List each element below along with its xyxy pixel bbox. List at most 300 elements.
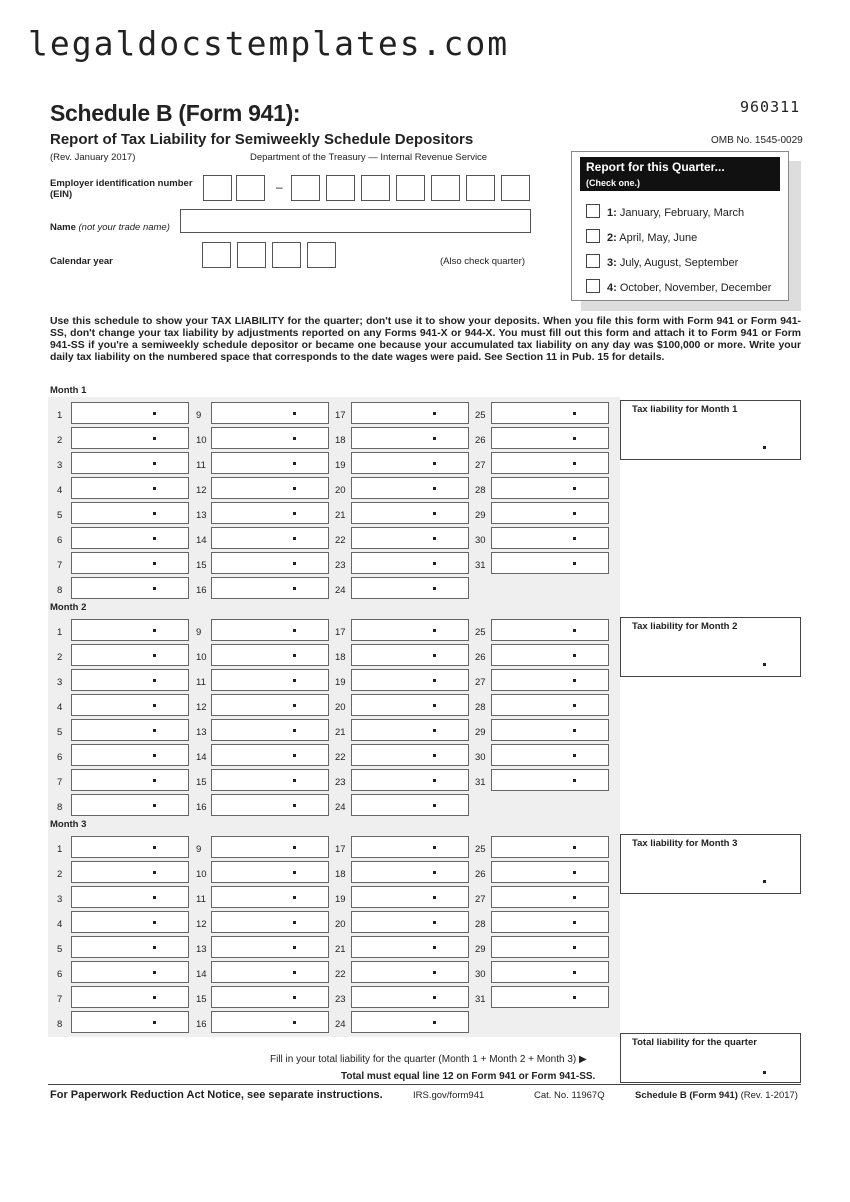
decimal-point (293, 946, 296, 949)
quarter-option-4[interactable]: 4: October, November, December (586, 279, 771, 294)
day-amount-field[interactable] (351, 769, 469, 791)
day-number: 17 (335, 844, 346, 855)
day-number: 24 (335, 802, 346, 813)
day-number: 3 (57, 677, 63, 688)
decimal-point (293, 587, 296, 590)
day-number: 13 (196, 510, 207, 521)
day-amount-field[interactable] (71, 577, 189, 599)
ein-dash: – (276, 180, 283, 194)
decimal-point (433, 562, 436, 565)
day-amount-field[interactable] (351, 402, 469, 424)
day-amount-field[interactable] (71, 936, 189, 958)
decimal-point (153, 971, 156, 974)
day-amount-field[interactable] (351, 836, 469, 858)
year-digit-box[interactable] (237, 242, 266, 268)
total-must-equal: Total must equal line 12 on Form 941 or Form 941-SS. (341, 1071, 596, 1082)
day-number: 9 (196, 627, 202, 638)
decimal-point (293, 437, 296, 440)
decimal-point (433, 487, 436, 490)
day-number: 13 (196, 944, 207, 955)
decimal-point (153, 562, 156, 565)
day-number: 6 (57, 752, 63, 763)
ein-digit-box[interactable] (431, 175, 460, 201)
day-number: 3 (57, 894, 63, 905)
ein-digit-box[interactable] (501, 175, 530, 201)
day-number: 16 (196, 1019, 207, 1030)
day-number: 24 (335, 1019, 346, 1030)
day-amount-field[interactable] (71, 402, 189, 424)
day-number: 15 (196, 777, 207, 788)
day-amount-field[interactable] (211, 836, 329, 858)
quarter-2-checkbox[interactable] (586, 229, 600, 243)
decimal-point (763, 663, 766, 666)
decimal-point (293, 729, 296, 732)
day-number: 9 (196, 410, 202, 421)
day-number: 9 (196, 844, 202, 855)
day-amount-field[interactable] (71, 719, 189, 741)
decimal-point (153, 629, 156, 632)
day-amount-field[interactable] (211, 769, 329, 791)
quarter-3-checkbox[interactable] (586, 254, 600, 268)
day-amount-field[interactable] (211, 1011, 329, 1033)
day-amount-field[interactable] (71, 527, 189, 549)
decimal-point (433, 462, 436, 465)
day-number: 7 (57, 777, 63, 788)
form-code: 960311 (740, 98, 801, 116)
paperwork-notice: For Paperwork Reduction Act Notice, see separate instructions. (50, 1089, 383, 1101)
day-number: 18 (335, 869, 346, 880)
day-amount-field[interactable] (351, 669, 469, 691)
day-amount-field[interactable] (71, 911, 189, 933)
day-amount-field[interactable] (211, 477, 329, 499)
decimal-point (153, 512, 156, 515)
ein-digit-box[interactable] (361, 175, 390, 201)
month-liability-field[interactable] (620, 617, 801, 677)
day-amount-field[interactable] (211, 936, 329, 958)
day-amount-field[interactable] (71, 552, 189, 574)
day-number: 5 (57, 510, 63, 521)
decimal-point (433, 512, 436, 515)
quarter-title: Report for this Quarter... (586, 160, 725, 174)
decimal-point (573, 487, 576, 490)
day-amount-field[interactable] (71, 769, 189, 791)
day-amount-field[interactable] (351, 744, 469, 766)
month-liability-field[interactable] (620, 400, 801, 460)
day-amount-field[interactable] (491, 669, 609, 691)
day-amount-field[interactable] (71, 644, 189, 666)
decimal-point (293, 562, 296, 565)
quarter-header (580, 157, 780, 191)
day-number: 1 (57, 410, 63, 421)
day-number: 13 (196, 727, 207, 738)
decimal-point (153, 946, 156, 949)
decimal-point (573, 704, 576, 707)
revision-date: (Rev. January 2017) (50, 152, 136, 163)
day-amount-field[interactable] (491, 769, 609, 791)
decimal-point (573, 537, 576, 540)
day-number: 26 (475, 435, 486, 446)
day-amount-field[interactable] (491, 836, 609, 858)
day-amount-field[interactable] (351, 644, 469, 666)
day-amount-field[interactable] (491, 961, 609, 983)
decimal-point (293, 629, 296, 632)
decimal-point (293, 846, 296, 849)
decimal-point (573, 971, 576, 974)
decimal-point (293, 871, 296, 874)
day-amount-field[interactable] (71, 1011, 189, 1033)
day-number: 27 (475, 894, 486, 905)
day-amount-field[interactable] (211, 527, 329, 549)
day-number: 27 (475, 677, 486, 688)
day-number: 21 (335, 944, 346, 955)
day-amount-field[interactable] (211, 427, 329, 449)
decimal-point (433, 437, 436, 440)
day-number: 29 (475, 727, 486, 738)
day-number: 14 (196, 752, 207, 763)
day-number: 6 (57, 969, 63, 980)
decimal-point (153, 437, 156, 440)
day-number: 15 (196, 994, 207, 1005)
day-amount-field[interactable] (351, 452, 469, 474)
day-number: 28 (475, 702, 486, 713)
quarter-1-checkbox[interactable] (586, 204, 600, 218)
day-amount-field[interactable] (351, 577, 469, 599)
decimal-point (293, 754, 296, 757)
quarter-option-2[interactable]: 2: April, May, June (586, 229, 697, 244)
decimal-point (153, 779, 156, 782)
day-amount-field[interactable] (491, 694, 609, 716)
decimal-point (293, 462, 296, 465)
month-label: Month 2 (50, 602, 87, 613)
ein-digit-box[interactable] (466, 175, 495, 201)
decimal-point (293, 537, 296, 540)
day-amount-field[interactable] (351, 694, 469, 716)
decimal-point (293, 779, 296, 782)
decimal-point (763, 1071, 766, 1074)
day-amount-field[interactable] (71, 961, 189, 983)
decimal-point (573, 412, 576, 415)
day-amount-field[interactable] (351, 986, 469, 1008)
day-number: 22 (335, 535, 346, 546)
quarter-subtitle: (Check one.) (586, 178, 641, 188)
omb-number: OMB No. 1545-0029 (711, 135, 803, 146)
day-amount-field[interactable] (71, 694, 189, 716)
decimal-point (433, 971, 436, 974)
decimal-point (433, 654, 436, 657)
day-amount-field[interactable] (71, 744, 189, 766)
day-amount-field[interactable] (351, 527, 469, 549)
decimal-point (153, 537, 156, 540)
day-number: 29 (475, 944, 486, 955)
ein-label: Employer identification number (50, 178, 193, 189)
day-amount-field[interactable] (351, 719, 469, 741)
day-number: 20 (335, 485, 346, 496)
day-amount-field[interactable] (211, 502, 329, 524)
day-number: 4 (57, 919, 63, 930)
day-amount-field[interactable] (71, 427, 189, 449)
catalog-number: Cat. No. 11967Q (534, 1090, 605, 1101)
day-number: 8 (57, 1019, 63, 1030)
day-number: 29 (475, 510, 486, 521)
day-amount-field[interactable] (211, 619, 329, 641)
day-amount-field[interactable] (491, 861, 609, 883)
decimal-point (433, 946, 436, 949)
decimal-point (433, 729, 436, 732)
decimal-point (293, 704, 296, 707)
decimal-point (293, 679, 296, 682)
day-number: 19 (335, 677, 346, 688)
decimal-point (293, 512, 296, 515)
decimal-point (573, 629, 576, 632)
decimal-point (153, 704, 156, 707)
day-number: 17 (335, 627, 346, 638)
day-amount-field[interactable] (491, 427, 609, 449)
day-amount-field[interactable] (491, 552, 609, 574)
decimal-point (573, 946, 576, 949)
day-amount-field[interactable] (211, 719, 329, 741)
day-number: 2 (57, 435, 63, 446)
day-amount-field[interactable] (491, 986, 609, 1008)
day-number: 12 (196, 919, 207, 930)
day-amount-field[interactable] (71, 836, 189, 858)
quarter-4-checkbox[interactable] (586, 279, 600, 293)
month-liability-field[interactable] (620, 834, 801, 894)
decimal-point (153, 487, 156, 490)
day-amount-field[interactable] (351, 886, 469, 908)
day-number: 2 (57, 869, 63, 880)
day-number: 5 (57, 944, 63, 955)
decimal-point (153, 921, 156, 924)
day-number: 4 (57, 485, 63, 496)
day-number: 18 (335, 435, 346, 446)
day-amount-field[interactable] (71, 794, 189, 816)
day-number: 23 (335, 560, 346, 571)
day-amount-field[interactable] (211, 694, 329, 716)
day-amount-field[interactable] (351, 427, 469, 449)
day-number: 11 (196, 460, 206, 471)
decimal-point (293, 996, 296, 999)
decimal-point (153, 804, 156, 807)
decimal-point (573, 996, 576, 999)
ein-digit-box[interactable] (203, 175, 232, 201)
day-amount-field[interactable] (491, 477, 609, 499)
day-number: 31 (475, 777, 486, 788)
day-amount-field[interactable] (211, 452, 329, 474)
day-number: 30 (475, 969, 486, 980)
day-amount-field[interactable] (211, 886, 329, 908)
day-number: 7 (57, 994, 63, 1005)
month-label: Month 3 (50, 819, 87, 830)
decimal-point (573, 437, 576, 440)
day-amount-field[interactable] (71, 477, 189, 499)
day-amount-field[interactable] (211, 552, 329, 574)
day-number: 24 (335, 585, 346, 596)
day-amount-field[interactable] (491, 644, 609, 666)
day-number: 19 (335, 894, 346, 905)
decimal-point (763, 446, 766, 449)
total-liability-field[interactable] (620, 1033, 801, 1083)
day-number: 30 (475, 535, 486, 546)
day-amount-field[interactable] (211, 986, 329, 1008)
day-number: 18 (335, 652, 346, 663)
name-label: Name (not your trade name) (50, 222, 170, 233)
year-digit-box[interactable] (307, 242, 336, 268)
month-liability-label: Tax liability for Month 2 (632, 621, 738, 632)
day-number: 17 (335, 410, 346, 421)
day-amount-field[interactable] (71, 986, 189, 1008)
day-amount-field[interactable] (351, 794, 469, 816)
day-number: 7 (57, 560, 63, 571)
day-amount-field[interactable] (351, 961, 469, 983)
decimal-point (573, 754, 576, 757)
watermark: legaldocstemplates.com (28, 24, 510, 63)
day-number: 26 (475, 869, 486, 880)
footer-divider (48, 1084, 801, 1085)
day-amount-field[interactable] (351, 861, 469, 883)
fill-total-instruction: Fill in your total liability for the quarter (Month 1 + Month 2 + Month 3) ▶ (270, 1054, 587, 1065)
day-number: 16 (196, 585, 207, 596)
decimal-point (573, 654, 576, 657)
decimal-point (433, 996, 436, 999)
year-digit-box[interactable] (202, 242, 231, 268)
day-number: 3 (57, 460, 63, 471)
decimal-point (573, 846, 576, 849)
decimal-point (293, 654, 296, 657)
decimal-point (153, 462, 156, 465)
day-number: 26 (475, 652, 486, 663)
decimal-point (433, 629, 436, 632)
decimal-point (433, 587, 436, 590)
department: Department of the Treasury — Internal Revenue Service (250, 152, 488, 163)
day-number: 31 (475, 994, 486, 1005)
day-number: 21 (335, 727, 346, 738)
day-amount-field[interactable] (351, 502, 469, 524)
day-amount-field[interactable] (351, 936, 469, 958)
day-amount-field[interactable] (211, 577, 329, 599)
day-amount-field[interactable] (211, 961, 329, 983)
decimal-point (433, 754, 436, 757)
day-amount-field[interactable] (491, 936, 609, 958)
day-number: 12 (196, 485, 207, 496)
day-amount-field[interactable] (491, 911, 609, 933)
decimal-point (153, 587, 156, 590)
decimal-point (153, 679, 156, 682)
day-number: 4 (57, 702, 63, 713)
decimal-point (153, 729, 156, 732)
day-amount-field[interactable] (211, 402, 329, 424)
day-amount-field[interactable] (491, 619, 609, 641)
decimal-point (433, 896, 436, 899)
day-number: 14 (196, 969, 207, 980)
day-number: 23 (335, 994, 346, 1005)
decimal-point (433, 1021, 436, 1024)
day-amount-field[interactable] (211, 794, 329, 816)
day-amount-field[interactable] (491, 719, 609, 741)
decimal-point (573, 896, 576, 899)
day-number: 21 (335, 510, 346, 521)
day-amount-field[interactable] (211, 911, 329, 933)
day-amount-field[interactable] (71, 502, 189, 524)
day-number: 10 (196, 435, 207, 446)
day-amount-field[interactable] (491, 527, 609, 549)
decimal-point (433, 921, 436, 924)
ein-label-abbr: (EIN) (50, 189, 73, 200)
decimal-point (573, 512, 576, 515)
day-number: 25 (475, 627, 486, 638)
decimal-point (293, 804, 296, 807)
day-amount-field[interactable] (71, 452, 189, 474)
day-number: 14 (196, 535, 207, 546)
day-number: 20 (335, 919, 346, 930)
day-amount-field[interactable] (351, 619, 469, 641)
instructions: Use this schedule to show your TAX LIABILITY for the quarter; don't use it to show your deposits. When you file this form with Form 941 or Form 941-SS, don't change your tax liability by adjustments reported on any Forms 941-X or 944-X. You must fill out this form and attach it to Form 941 or Form 941-SS if you're a semiweekly schedule depositor or became one because your accumulated tax liability on any day was $100,000 or more. Write your daily tax liability on the numbered space that corresponds to the date wages were paid. See Section 11 in Pub. 15 for details. (50, 316, 801, 363)
day-number: 16 (196, 802, 207, 813)
day-amount-field[interactable] (491, 502, 609, 524)
day-amount-field[interactable] (351, 477, 469, 499)
form-title: Schedule B (Form 941): (50, 100, 301, 126)
decimal-point (293, 896, 296, 899)
day-amount-field[interactable] (351, 1011, 469, 1033)
day-number: 25 (475, 844, 486, 855)
name-field[interactable] (180, 209, 531, 233)
form-footer-name: Schedule B (Form 941) (Rev. 1-2017) (635, 1090, 798, 1101)
day-number: 10 (196, 652, 207, 663)
day-amount-field[interactable] (211, 744, 329, 766)
decimal-point (573, 921, 576, 924)
form-subtitle: Report of Tax Liability for Semiweekly Schedule Depositors (50, 131, 474, 148)
decimal-point (293, 921, 296, 924)
day-number: 15 (196, 560, 207, 571)
quarter-option-3[interactable]: 3: July, August, September (586, 254, 738, 269)
day-amount-field[interactable] (491, 886, 609, 908)
decimal-point (433, 537, 436, 540)
decimal-point (153, 896, 156, 899)
day-amount-field[interactable] (71, 861, 189, 883)
decimal-point (153, 996, 156, 999)
month-liability-label: Tax liability for Month 1 (632, 404, 738, 415)
ein-digit-box[interactable] (236, 175, 265, 201)
day-number: 28 (475, 485, 486, 496)
ein-digit-box[interactable] (291, 175, 320, 201)
decimal-point (153, 412, 156, 415)
decimal-point (153, 1021, 156, 1024)
decimal-point (573, 462, 576, 465)
day-amount-field[interactable] (351, 911, 469, 933)
decimal-point (573, 679, 576, 682)
decimal-point (573, 729, 576, 732)
quarter-option-1[interactable]: 1: January, February, March (586, 204, 744, 219)
day-amount-field[interactable] (71, 619, 189, 641)
day-number: 23 (335, 777, 346, 788)
also-check-note: (Also check quarter) (440, 256, 526, 267)
decimal-point (153, 754, 156, 757)
day-amount-field[interactable] (211, 669, 329, 691)
ein-digit-box[interactable] (326, 175, 355, 201)
day-amount-field[interactable] (211, 644, 329, 666)
day-amount-field[interactable] (211, 861, 329, 883)
day-amount-field[interactable] (491, 402, 609, 424)
day-number: 1 (57, 844, 63, 855)
day-amount-field[interactable] (491, 452, 609, 474)
ein-digit-box[interactable] (396, 175, 425, 201)
day-amount-field[interactable] (491, 744, 609, 766)
decimal-point (573, 779, 576, 782)
day-amount-field[interactable] (351, 552, 469, 574)
day-amount-field[interactable] (71, 669, 189, 691)
day-amount-field[interactable] (71, 886, 189, 908)
day-number: 8 (57, 802, 63, 813)
year-digit-box[interactable] (272, 242, 301, 268)
